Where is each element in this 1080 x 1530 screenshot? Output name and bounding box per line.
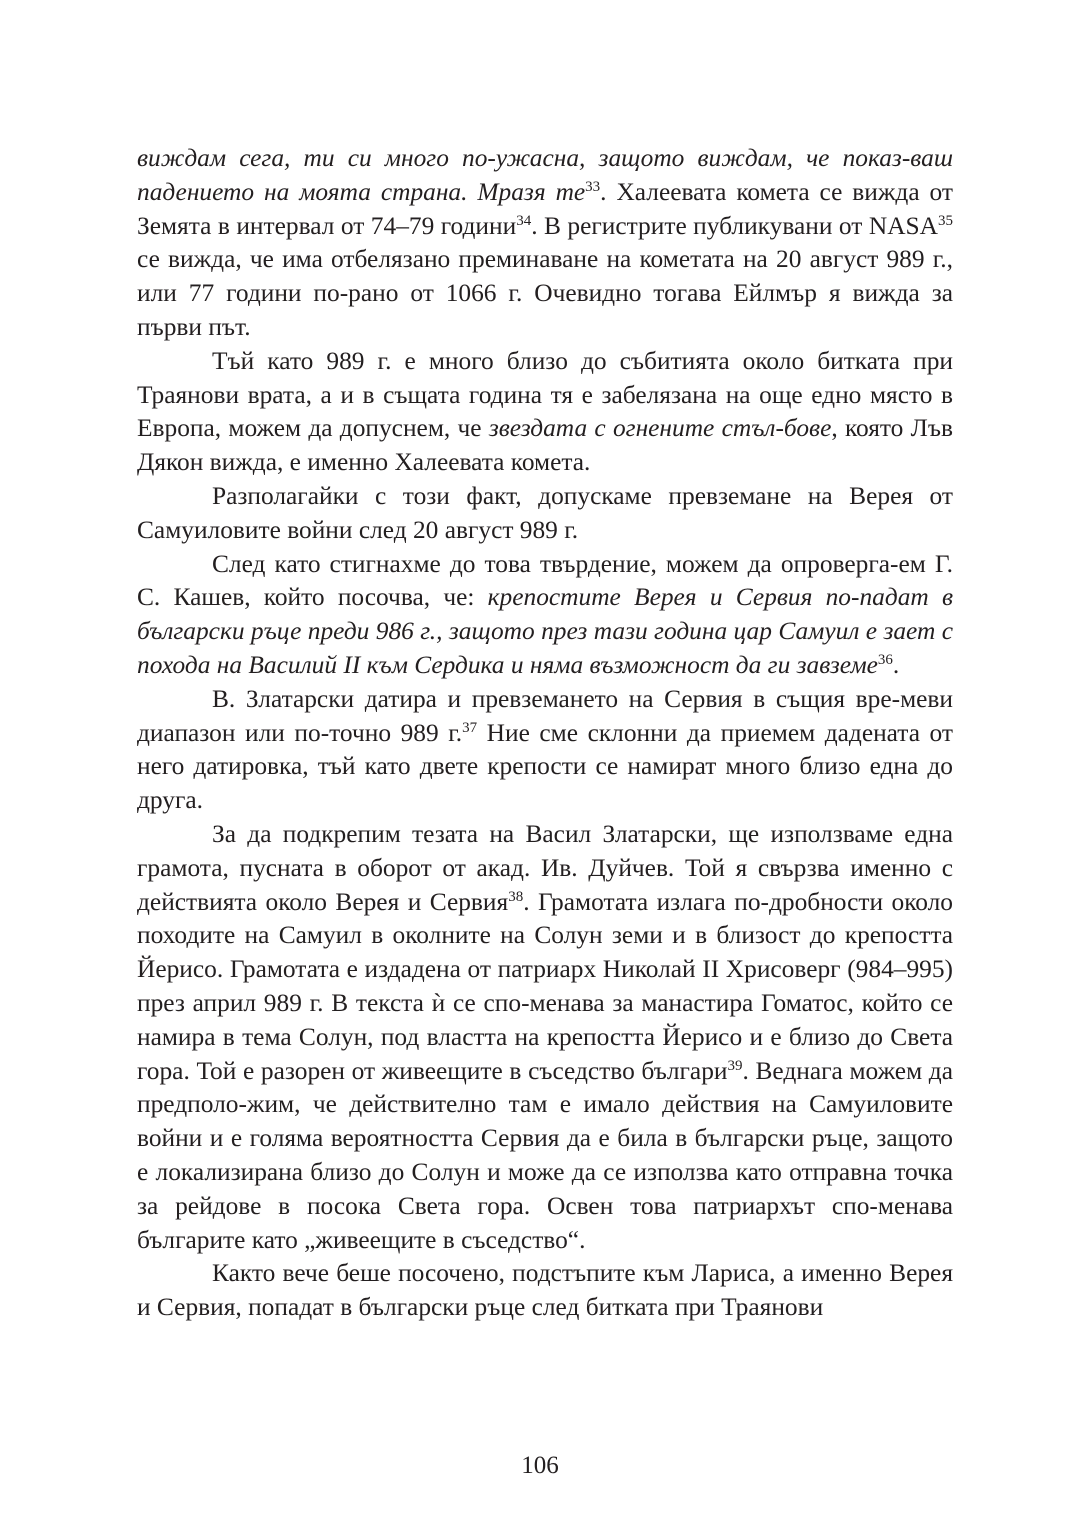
text-run: . Веднага можем да предполо-жим, че действително там е имало действия на Самуиловите войни и е голяма вероятността Сервия да е била в български ръце, защото е локализирана близо до Солун и може да се използва като отправна точка за рейдове в посока Света гора. Освен това патриархът спо-менава българите като „живеещите в съседство“.: [137, 1056, 953, 1254]
text-run: Тъй като 989 г. е много близо до събитията около битката при Траянови врата, а и в същата година тя е забелязана на още едно място в Европа, можем да допуснем, че: [137, 346, 953, 443]
page-number: 106: [521, 1452, 559, 1479]
text-run: . В регистрите публикувани от NASA: [531, 211, 938, 240]
paragraph-2: [137, 345, 953, 480]
text-run: Както вече беше посочено, подстъпите към Лариса, а именно Верея и Сервия, попадат в български ръце след битката при Траянови: [137, 1259, 953, 1322]
footnote-ref-39: 39: [727, 1057, 743, 1074]
paragraph-6: [137, 818, 953, 1257]
quote-text: звездата с огнените стъл-бове: [488, 414, 832, 443]
text-run: , която Лъв Дякон вижда, е именно Халеевата комета.: [137, 414, 953, 477]
footnote-ref-33: 33: [585, 178, 601, 195]
body-text: [137, 142, 953, 1325]
footnote-ref-34: 34: [516, 212, 532, 229]
paragraph-4: [137, 548, 953, 683]
text-run: се вижда, че има отбелязано преминаване на кометата на 20 август 989 г., или 77 години по-рано от 1066 г. Очевидно тогава Ейлмър я вижда за първи път.: [137, 245, 953, 341]
text-run: Разполагайки с този факт, допускаме превземане на Верея от Самуиловите войни след 20 август 989 г.: [137, 481, 953, 544]
paragraph-7: [137, 1257, 953, 1325]
text-run: . Халеевата комета се вижда от Земята в интервал от 74–79 години: [137, 177, 953, 240]
text-run: След като стигнахме до това твърдение, можем да опроверга-ем Г. С. Кашев, който посочва, че:: [137, 549, 953, 612]
paragraph-3: [137, 480, 953, 548]
footnote-ref-36: 36: [877, 651, 893, 668]
text-run: За да подкрепим тезата на Васил Златарски, ще използваме една грамота, пусната в оборот от акад. Ив. Дуйчев. Той я свързва именно с действията около Верея и Сервия: [137, 819, 953, 916]
page-number-container: [0, 1452, 1080, 1480]
text-run: . Грамотата излага по-дробности около походите на Самуил в околните на Солун земи и в близост до крепостта Йерисо. Грамотата е издадена от патриарх Николай II Хрисоверг (984–995) през април 989 г. В текста ѝ се спо-менава за манастира Гоматос, който се намира в тема Солун, под властта на крепостта Йерисо и е близо до Света гора. Той е разорен от живеещите в съседство българи: [137, 887, 953, 1085]
footnote-ref-35: 35: [937, 212, 953, 229]
paragraph-1: [137, 142, 953, 345]
text-run: .: [892, 650, 900, 679]
text-run: Ние сме склонни да приемем дадената от него датировка, тъй като двете крепости се намират много близо една до друга.: [137, 718, 953, 815]
paragraph-5: [137, 683, 953, 818]
text-run: В. Златарски датира и превземането на Сервия в същия вре-меви диапазон или по-точно 989 г.: [137, 684, 953, 747]
quote-text: крепостите Верея и Сервия по-падат в български ръце преди 986 г., защото през тази година цар Самуил е зает с похода на Василий II към Сердика и няма възможност да ги завземе: [137, 583, 953, 679]
quote-text: виждам сега, ти си много по-ужасна, защото виждам, че показ-ваш падението на моята страна. Мразя те: [137, 144, 953, 206]
footnote-ref-38: 38: [508, 888, 524, 905]
footnote-ref-37: 37: [462, 719, 478, 736]
